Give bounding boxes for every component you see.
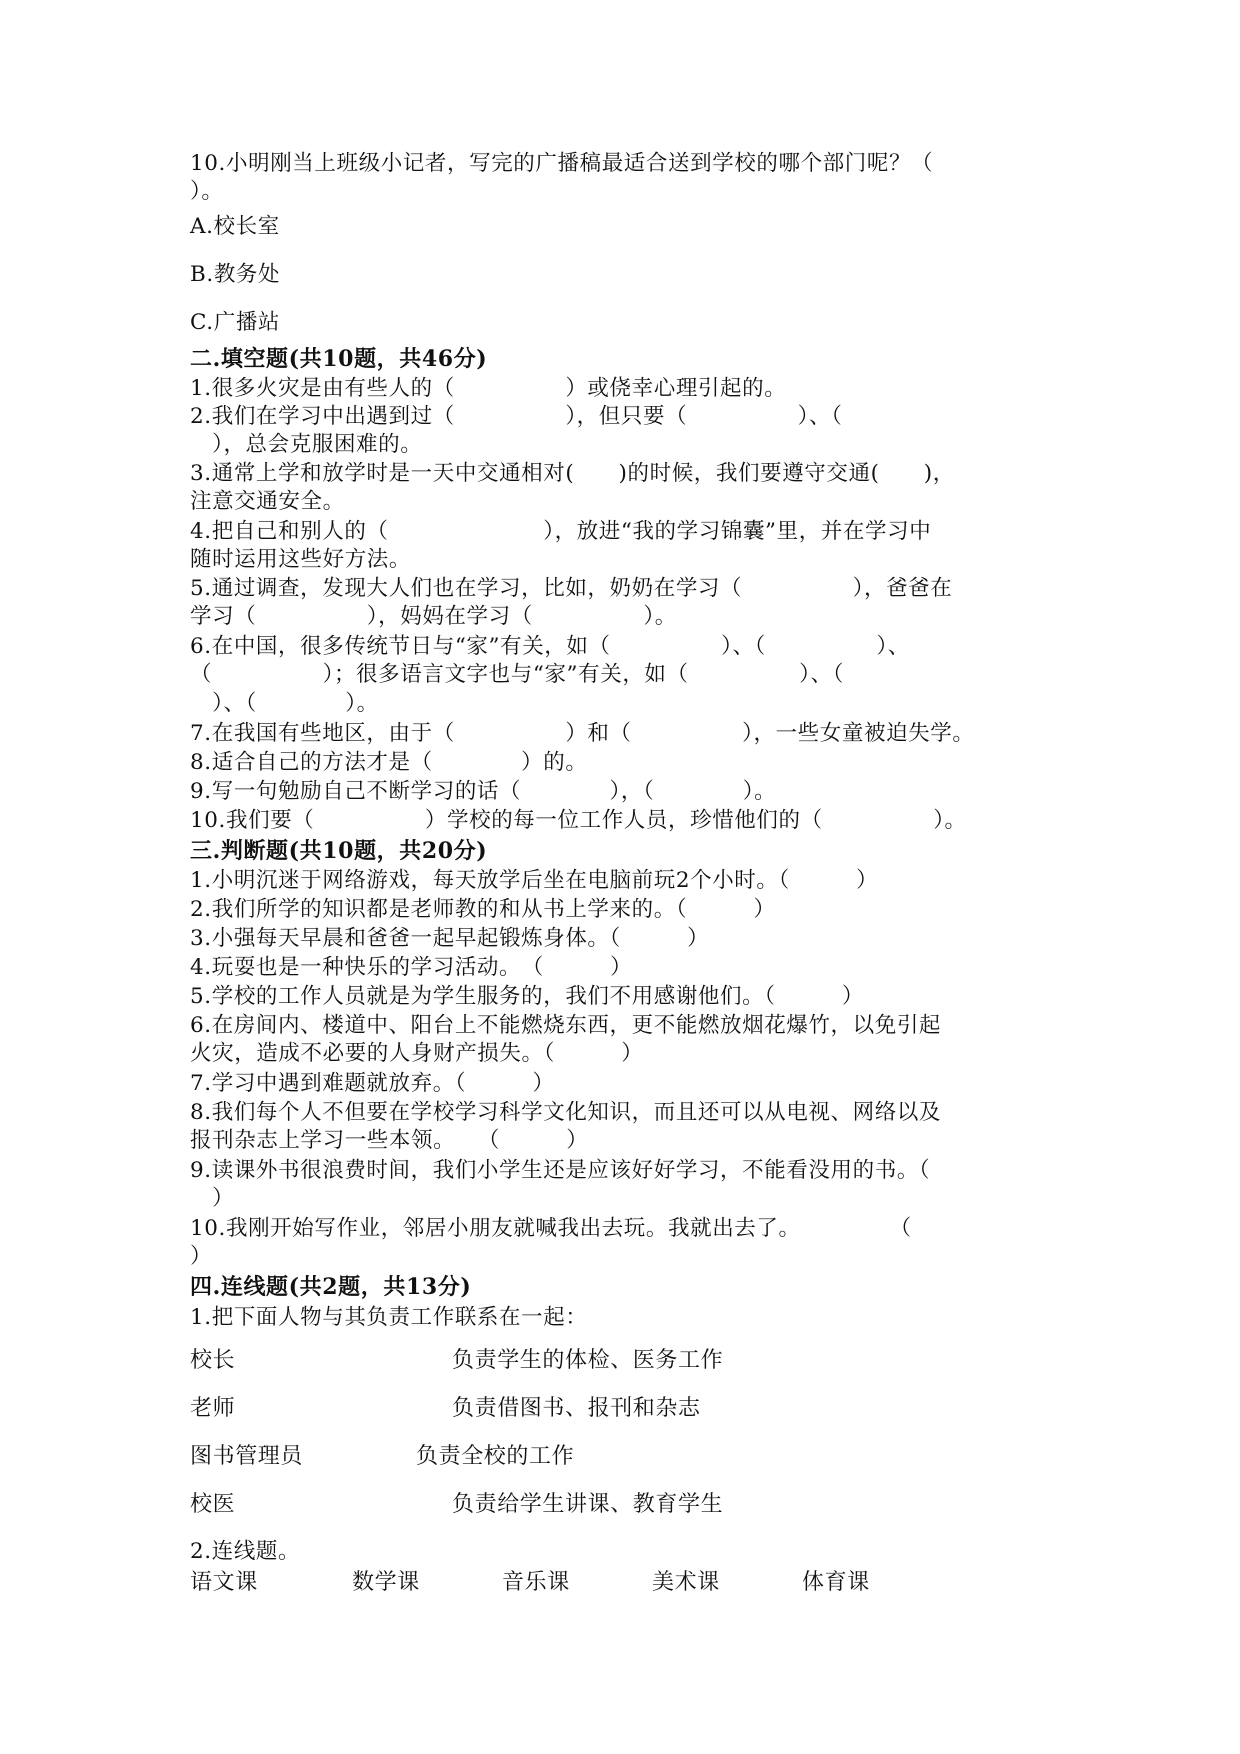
match-left-item: 图书管理员	[190, 1444, 304, 1469]
option-a: A.校长室	[190, 214, 280, 239]
judge-line: 8.我们每个人不但要在学校学习科学文化知识，而且还可以从电视、网络以及	[190, 1100, 942, 1125]
fill-line: 6.在中国，很多传统节日与“家”有关，如（ ）、（ ）、	[190, 634, 910, 659]
section-4-heading: 四.连线题(共2题，共13分)	[190, 1274, 472, 1300]
section-3-heading: 三.判断题(共10题，共20分)	[190, 838, 488, 864]
judge-line: 7.学习中遇到难题就放弃。（ ）	[190, 1071, 555, 1096]
judge-line: 9.读课外书很浪费时间，我们小学生还是应该好好学习，不能看没用的书。（	[190, 1158, 931, 1183]
judge-line: 火灾，造成不必要的人身财产损失。（ ）	[190, 1041, 644, 1066]
fill-line: 7.在我国有些地区，由于（ ）和（ ），一些女童被迫失学。	[190, 721, 975, 746]
subject-item: 音乐课	[502, 1570, 570, 1595]
match-left-item: 老师	[190, 1396, 236, 1421]
judge-line: 2.我们所学的知识都是老师教的和从书上学来的。（ ）	[190, 897, 776, 922]
match-left-item: 校长	[190, 1348, 236, 1373]
option-c: C.广播站	[190, 310, 281, 335]
judge-line: 5.学校的工作人员就是为学生服务的，我们不用感谢他们。（ ）	[190, 984, 864, 1009]
subject-item: 美术课	[652, 1570, 720, 1595]
match-q1-prompt: 1.把下面人物与其负责工作联系在一起：	[190, 1305, 588, 1330]
fill-line: 5.通过调查，发现大人们也在学习，比如，奶奶在学习（ ），爸爸在	[190, 576, 953, 601]
option-b: B.教务处	[190, 262, 281, 287]
judge-line: ）	[190, 1186, 235, 1211]
fill-line: （ ）；很多语言文字也与“家”有关，如（ ）、（	[190, 662, 844, 687]
fill-line: 2.我们在学习中出遇到过（ ），但只要（ ）、（	[190, 404, 843, 429]
judge-line: 3.小强每天早晨和爸爸一起早起锻炼身体。（ ）	[190, 926, 710, 951]
fill-line: 8.适合自己的方法才是（ ）的。	[190, 750, 588, 775]
judge-line: 10.我刚开始写作业，邻居小朋友就喊我出去玩。我就出去了。 （	[190, 1216, 912, 1241]
match-right-item: 负责给学生讲课、教育学生	[452, 1492, 724, 1517]
question-10-line-2: ）。	[190, 179, 224, 204]
fill-line: 学习（ ），妈妈在学习（ ）。	[190, 604, 677, 629]
fill-line: 随时运用这些好方法。	[190, 547, 412, 572]
fill-line: 10.我们要（ ）学校的每一位工作人员，珍惜他们的（ ）。	[190, 808, 967, 833]
fill-line: 4.把自己和别人的（ ），放进“我的学习锦囊”里，并在学习中	[190, 519, 932, 544]
match-right-item: 负责借图书、报刊和杂志	[452, 1396, 701, 1421]
match-right-item: 负责全校的工作	[416, 1444, 575, 1469]
match-left-item: 校医	[190, 1492, 236, 1517]
match-right-item: 负责学生的体检、医务工作	[452, 1348, 724, 1373]
subject-item: 语文课	[190, 1570, 258, 1595]
judge-line: 6.在房间内、楼道中、阳台上不能燃烧东西，更不能燃放烟花爆竹，以免引起	[190, 1013, 942, 1038]
fill-line: 9.写一句勉励自己不断学习的话（ ），（ ）。	[190, 779, 777, 804]
judge-line: 4.玩耍也是一种快乐的学习活动。 （ ）	[190, 955, 633, 980]
fill-line: ），总会克服困难的。	[190, 432, 423, 457]
judge-line: 报刊杂志上学习一些本领。 （ ）	[190, 1128, 589, 1153]
judge-line: 1.小明沉迷于网络游戏，每天放学后坐在电脑前玩2个小时。（ ）	[190, 868, 879, 893]
fill-line: 3.通常上学和放学时是一天中交通相对( )的时候，我们要遵守交通( )，	[190, 461, 955, 486]
fill-line: 1.很多火灾是由有些人的（ ）或侥幸心理引起的。	[190, 376, 787, 401]
match-q2-prompt: 2.连线题。	[190, 1539, 301, 1564]
question-10-line-1: 10.小明刚当上班级小记者，写完的广播稿最适合送到学校的哪个部门呢？（	[190, 151, 934, 176]
subject-item: 数学课	[352, 1570, 420, 1595]
subject-item: 体育课	[802, 1570, 870, 1595]
judge-line: ）	[190, 1244, 213, 1269]
fill-line: 注意交通安全。	[190, 489, 345, 514]
fill-line: ）、（ ）。	[190, 691, 379, 716]
section-2-heading: 二.填空题(共10题，共46分)	[190, 346, 488, 372]
